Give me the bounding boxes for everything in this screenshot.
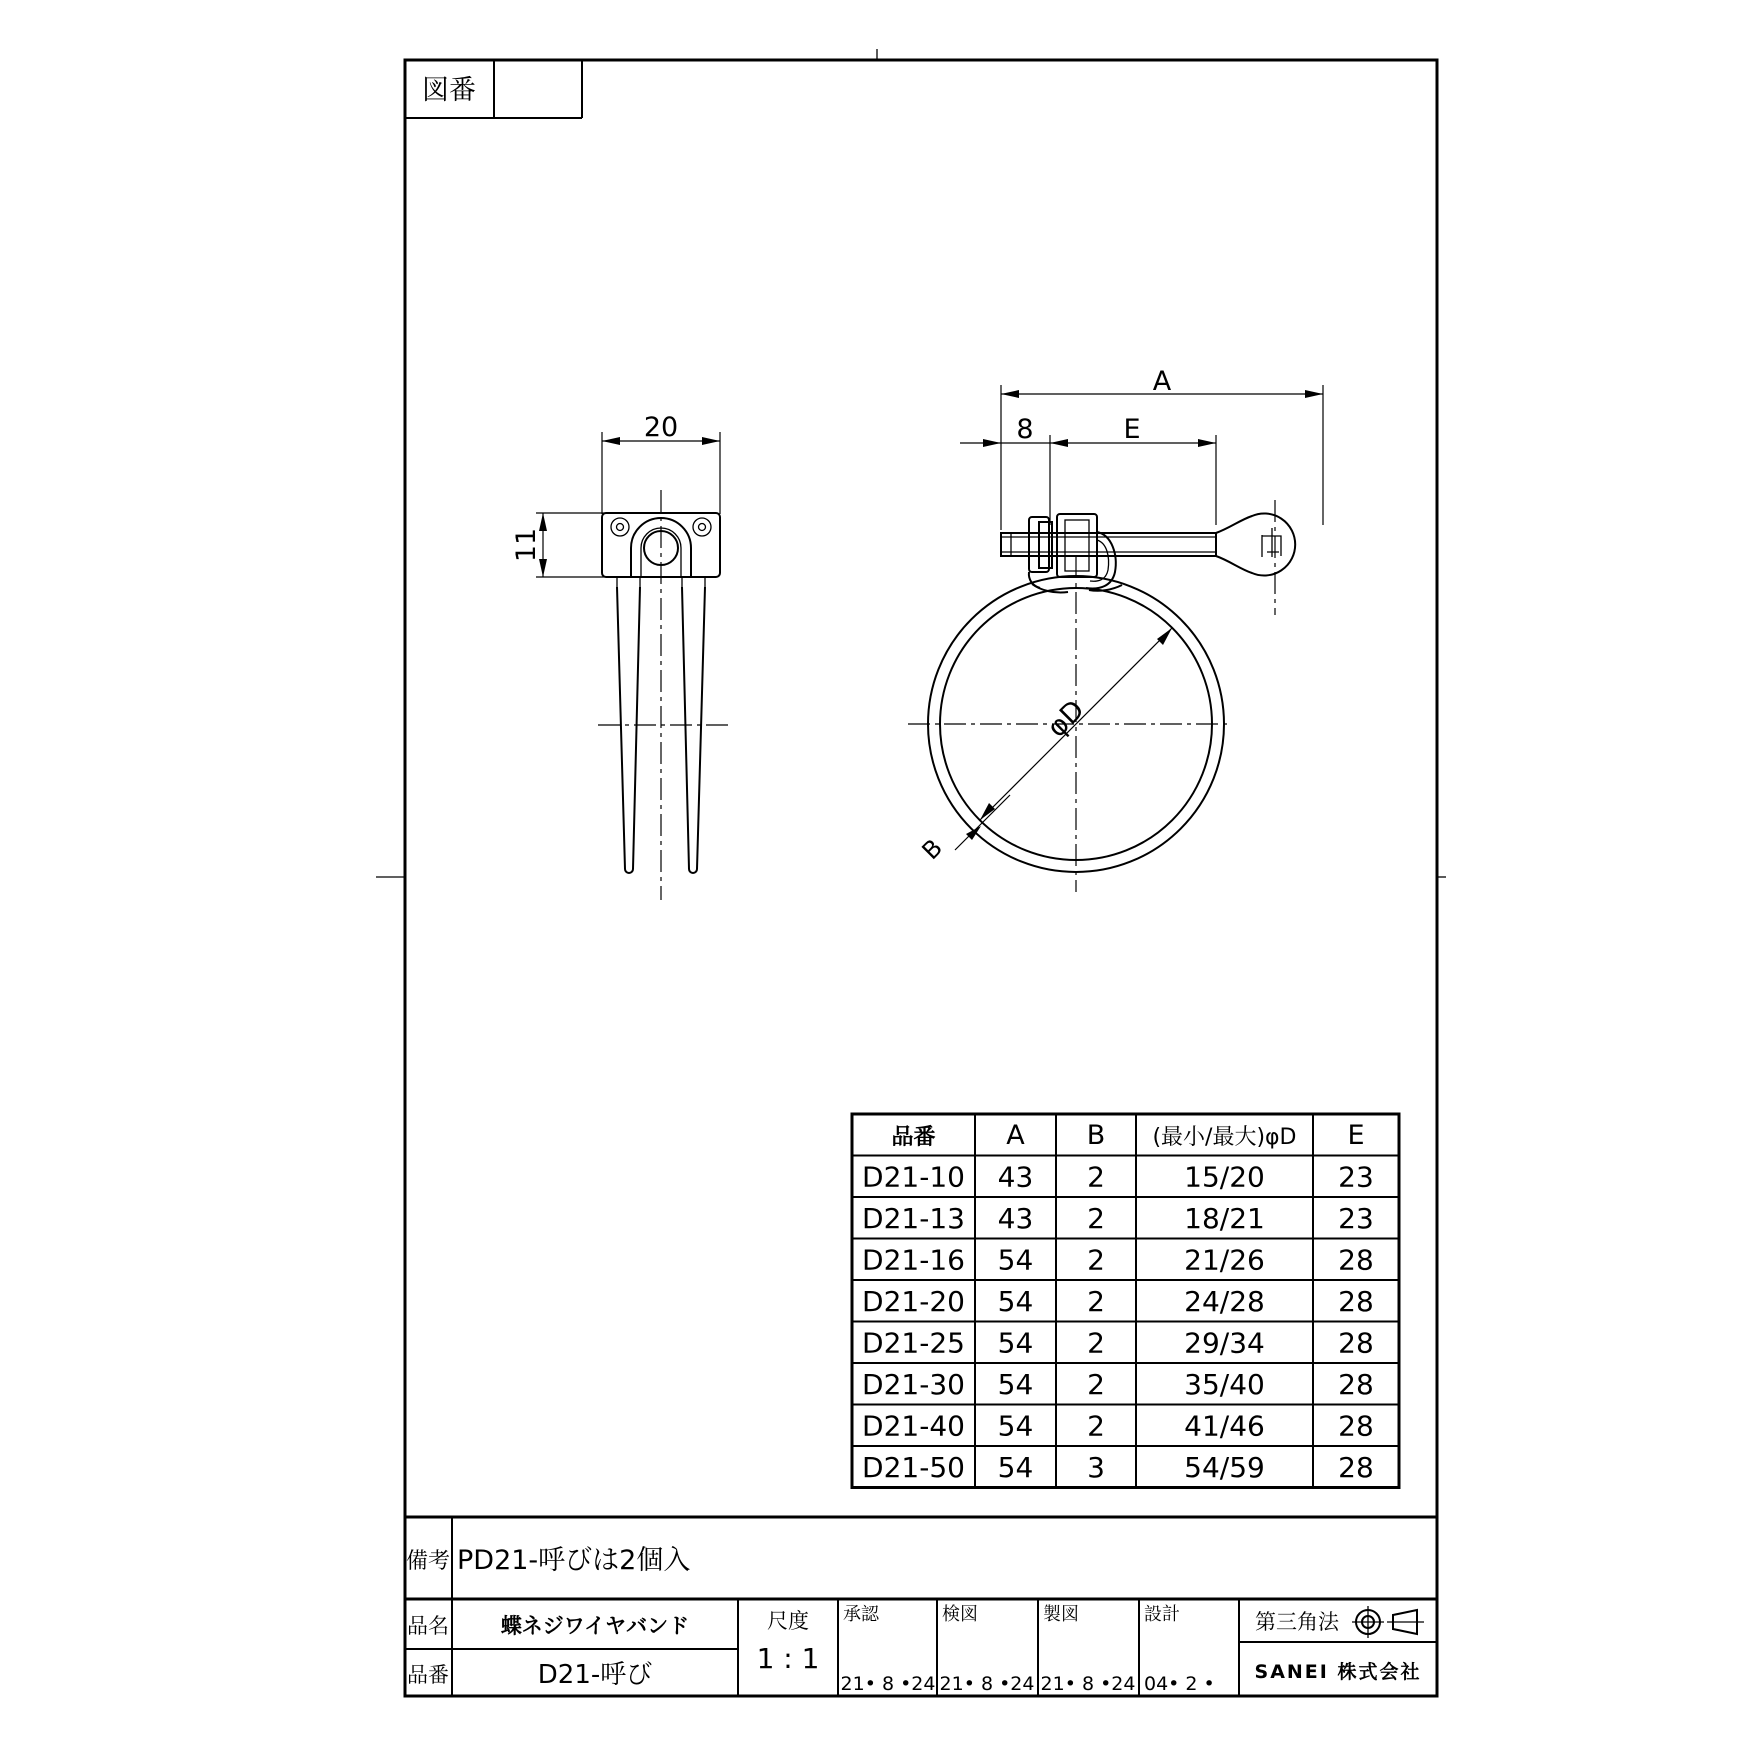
spec-table-cell: 54 <box>997 1409 1034 1443</box>
spec-table-part-cell: D21-13 <box>862 1201 965 1235</box>
spec-table-cell: 54 <box>997 1284 1034 1318</box>
check-label: 検図 <box>942 1604 978 1625</box>
spec-table-part-cell: D21-25 <box>862 1326 965 1360</box>
spec-table-cell: 54/59 <box>1184 1450 1265 1484</box>
centering-marks <box>376 49 1446 877</box>
spec-table-header: A <box>1006 1119 1025 1151</box>
scale-label: 尺度 <box>767 1609 809 1633</box>
design-date: 04• 2 • <box>1144 1673 1215 1695</box>
spec-table-part-cell: D21-40 <box>862 1409 965 1443</box>
spec-table-cell: 54 <box>997 1450 1034 1484</box>
spec-table-cell: 23 <box>1338 1160 1374 1194</box>
spec-table-part-cell: D21-10 <box>862 1160 965 1194</box>
wire-leg-right <box>682 587 705 873</box>
name-value: 蝶ネジワイヤバンド <box>500 1614 690 1638</box>
wire-leg-left <box>617 587 640 873</box>
screw-hole-right <box>693 518 711 536</box>
drawn-label: 製図 <box>1043 1604 1079 1625</box>
spec-table-cell: 2 <box>1087 1243 1105 1277</box>
spec-table-cell: 54 <box>997 1367 1034 1401</box>
spec-table-cell: 28 <box>1338 1409 1374 1443</box>
spec-table-header: 品番 <box>891 1124 936 1150</box>
company-name: SANEI 株式会社 <box>1254 1661 1422 1683</box>
projection-label: 第三角法 <box>1255 1610 1339 1634</box>
spec-table-cell: 28 <box>1338 1284 1374 1318</box>
spec-table-part-cell: D21-50 <box>862 1450 965 1484</box>
part-value: D21-呼び <box>537 1660 653 1690</box>
spec-table-cell: 2 <box>1087 1409 1105 1443</box>
scale-value: 1 : 1 <box>756 1642 820 1675</box>
spec-table <box>852 1114 1399 1488</box>
spec-table-cell: 28 <box>1338 1450 1374 1484</box>
screw-length-dimension: 8 <box>1016 414 1034 445</box>
spec-table-cell: 43 <box>997 1160 1034 1194</box>
spec-table-cell: 43 <box>997 1201 1034 1235</box>
drawing-number-label: 図番 <box>422 75 476 106</box>
remarks-label: 備考 <box>405 1549 451 1574</box>
spec-table-part-cell: D21-16 <box>862 1243 965 1277</box>
spec-table-part-cell: D21-20 <box>862 1284 965 1318</box>
approval-label: 承認 <box>843 1604 879 1625</box>
wing-knob <box>1216 513 1295 575</box>
spec-table-cell: 54 <box>997 1243 1034 1277</box>
spec-table-cell: 15/20 <box>1184 1160 1265 1194</box>
spec-table-header: B <box>1086 1119 1106 1151</box>
e-dimension: E <box>1123 414 1141 445</box>
spec-table-cell: 28 <box>1338 1243 1374 1277</box>
spec-table-header: E <box>1347 1119 1365 1151</box>
approval-date: 21• 8 •24 <box>840 1673 936 1695</box>
spec-table-cell: 2 <box>1087 1367 1105 1401</box>
overall-length-dimension: A <box>1152 366 1172 397</box>
spec-table-cell: 35/40 <box>1184 1367 1265 1401</box>
spec-table-cell: 18/21 <box>1184 1201 1265 1235</box>
spec-table-cell: 24/28 <box>1184 1284 1265 1318</box>
spec-table-cell: 2 <box>1087 1160 1105 1194</box>
spec-table-cell: 28 <box>1338 1326 1374 1360</box>
diameter-dimension: φD <box>1041 694 1091 744</box>
clamp-block <box>1057 514 1097 577</box>
spec-table-cell: 2 <box>1087 1326 1105 1360</box>
part-label: 品番 <box>407 1663 449 1687</box>
drawn-date: 21• 8 •24 <box>1040 1673 1136 1695</box>
side-height-dimension: 11 <box>511 527 542 563</box>
spec-table-cell: 2 <box>1087 1284 1105 1318</box>
remarks-value: PD21-呼びは2個入 <box>457 1545 691 1576</box>
spec-table-cell: 54 <box>997 1326 1034 1360</box>
spec-table-cell: 3 <box>1087 1450 1105 1484</box>
spec-table-cell: 2 <box>1087 1201 1105 1235</box>
spec-table-part-cell: D21-30 <box>862 1367 965 1401</box>
front-view <box>908 366 1323 892</box>
title-block <box>405 1517 1437 1696</box>
drawing-number-box <box>405 60 582 118</box>
spec-table-cell: 21/26 <box>1184 1243 1265 1277</box>
spec-table-cell: 41/46 <box>1184 1409 1265 1443</box>
spec-table-header: (最小/最大)φD <box>1152 1124 1297 1150</box>
spec-table-cell: 29/34 <box>1184 1326 1265 1360</box>
side-view <box>511 412 728 900</box>
third-angle-projection-icon <box>1352 1606 1424 1638</box>
side-width-dimension: 20 <box>643 412 679 443</box>
name-label: 品名 <box>407 1614 449 1638</box>
spec-table-cell: 28 <box>1338 1367 1374 1401</box>
design-label: 設計 <box>1144 1604 1180 1625</box>
check-date: 21• 8 •24 <box>939 1673 1035 1695</box>
screw-hole-left <box>611 518 629 536</box>
band-thickness-dimension: B <box>916 833 949 866</box>
spec-table-cell: 23 <box>1338 1201 1374 1235</box>
